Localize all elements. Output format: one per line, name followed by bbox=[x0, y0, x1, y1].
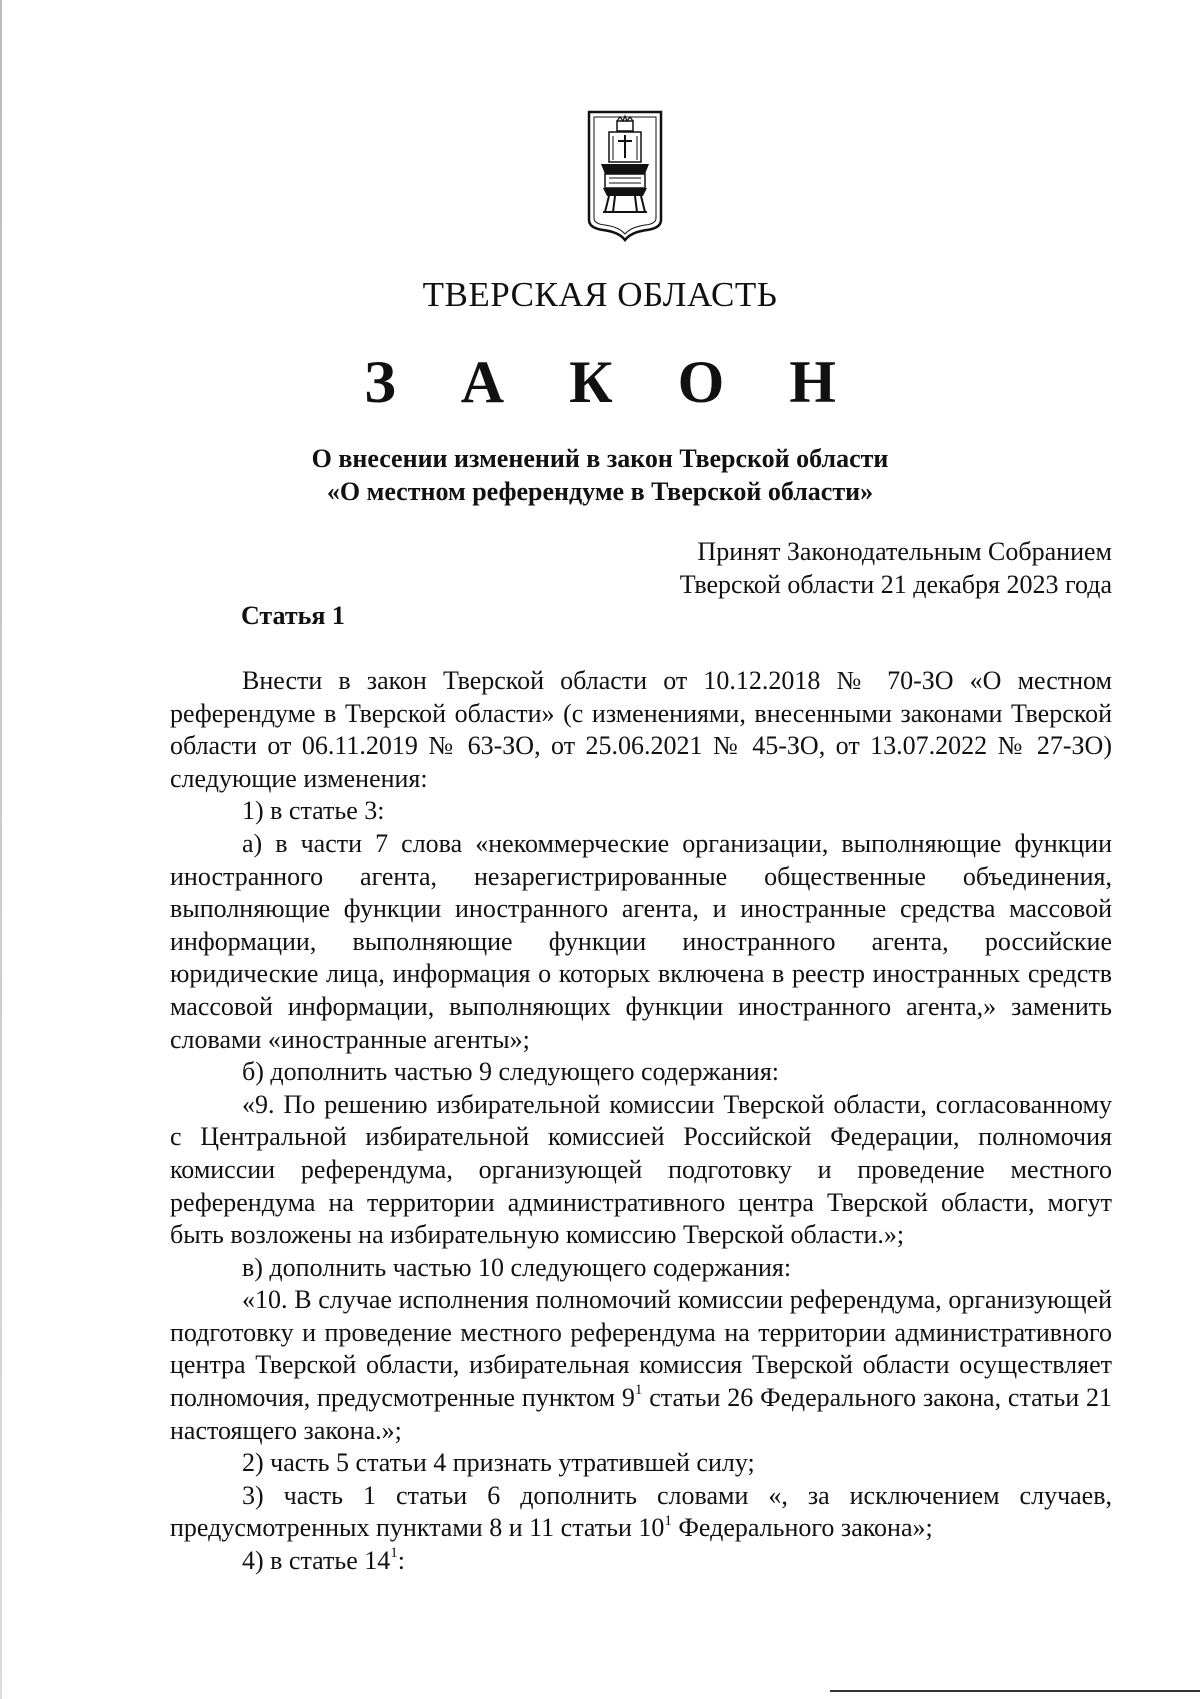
region-name: ТВЕРСКАЯ ОБЛАСТЬ bbox=[422, 275, 778, 314]
paragraph: б) дополнить частью 9 следующего содержания: bbox=[242, 1057, 780, 1087]
adoption-note bbox=[680, 535, 1112, 601]
paragraph bbox=[170, 1284, 1112, 1447]
paragraph: 2) часть 5 статьи 4 признать утратившей силу; bbox=[242, 1448, 755, 1478]
text-run: статьи 26 Федерального закона, статьи 21 настоящего закона.»; bbox=[170, 1383, 1112, 1445]
paragraph: Внести в закон Тверской области от 10.12.2018 № 70-ЗО «О местном референдуме в Тверской области» (с изменениями, внесенными законами Тверской области от 06.11.2019 № 63-ЗО, от 25.06.2021 № 45-ЗО, от 13.07.2022 № 27-ЗО) следующие изменения: bbox=[170, 666, 1112, 793]
text-run: : bbox=[397, 1546, 406, 1576]
scan-bottom-line bbox=[830, 1690, 1200, 1692]
subtitle-line: О внесении изменений в закон Тверской области bbox=[311, 444, 889, 473]
paragraph: 1) в статье 3: bbox=[242, 796, 385, 826]
paragraph: а) в части 7 слова «некоммерческие организации, выполняющие функции иностранного агента, незарегистрированные общественные объединения, выполняющие функции иностранного агента, и иностранные средства массовой информации, выполняющие функции иностранного агента, российские юридические лица, информация о которых включена в реестр иностранных средств массовой информации, выполняющих функции иностранного агента,» заменить словами «иностранные агенты»; bbox=[170, 828, 1112, 1054]
adoption-line: Тверской области 21 декабря 2023 года bbox=[679, 570, 1112, 599]
paragraph bbox=[170, 1480, 1112, 1545]
subtitle-line: «О местном референдуме в Тверской области» bbox=[326, 477, 874, 506]
paragraph: «9. По решению избирательной комиссии Тверской области, согласованному с Центральной избирательной комиссией Российской Федерации, полномочия комиссии референдума, организующей подготовку и проведение местного референдума на территории административного центра Тверской области, могут быть возложены на избирательную комиссию Тверской области.»; bbox=[170, 1089, 1112, 1250]
paragraph bbox=[170, 1545, 1112, 1578]
superscript: 1 bbox=[634, 1382, 643, 1399]
law-title: З А К О Н bbox=[364, 349, 861, 415]
scan-edge bbox=[0, 0, 2, 1699]
superscript: 1 bbox=[390, 1545, 398, 1562]
text-run: Федерального закона»; bbox=[671, 1513, 933, 1543]
adoption-line: Принят Законодательным Собранием bbox=[697, 537, 1112, 566]
text-run: «10. В случае исполнения полномочий комиссии референдума, организующей подготовку и проведение местного референдума на территории административного центра Тверской области, избирательная комиссия Тверской области осуществляет полномочия, предусмотренные пунктом 9 bbox=[170, 1285, 1112, 1413]
article-body bbox=[170, 665, 1112, 1578]
tver-coat-of-arms-icon bbox=[585, 108, 665, 242]
text-run: 3) часть 1 статьи 6 дополнить словами «, за исключением случаев, предусмотренных пунктами 8 и 11 статьи 10 bbox=[170, 1480, 1112, 1543]
superscript: 1 bbox=[664, 1512, 672, 1529]
paragraph: в) дополнить частью 10 следующего содержания: bbox=[242, 1252, 792, 1282]
text-run: 4) в статье 14 bbox=[242, 1546, 391, 1576]
article-heading: Статья 1 bbox=[241, 601, 345, 630]
law-subtitle bbox=[0, 442, 1200, 508]
